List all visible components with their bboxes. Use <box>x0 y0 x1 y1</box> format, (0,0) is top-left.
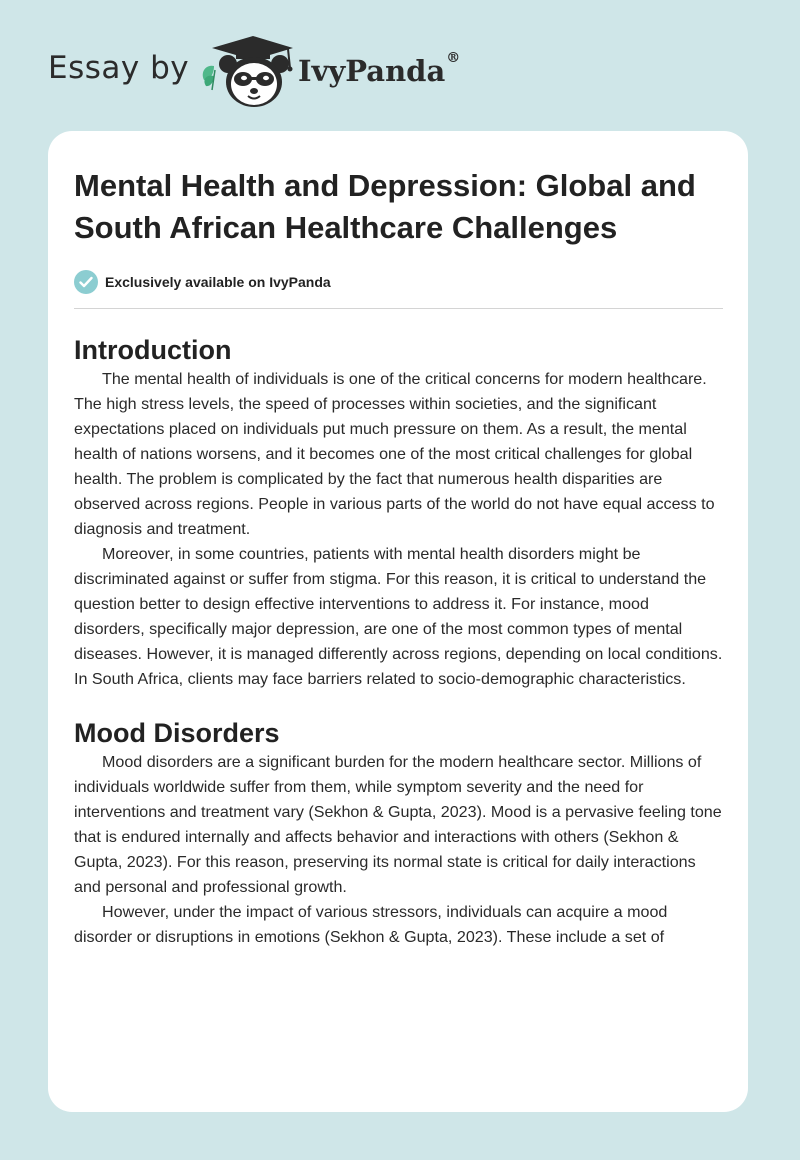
check-circle-icon <box>74 270 98 294</box>
trademark-symbol: ® <box>446 50 461 66</box>
paragraph: The mental health of individuals is one of the critical concerns for modern healthcare. The high stress levels, the speed of processes within societies, and the significant expectations placed on individuals put much pressure on them. As a result, the mental health of nations worsens, and it becomes one of the most critical challenges for global health. The problem is complicated by the fact that numerous health disparities are observed across regions. People in various parts of the world do not have equal access to diagnosis and treatment. <box>74 370 715 538</box>
paragraph: Mood disorders are a significant burden for the modern healthcare sector. Millions of individuals worldwide suffer from them, while symptom severity and the need for interventions and treatment vary (Sekhon & Gupta, 2023). Mood is a pervasive feeling tone that is endured internally and affects behavior and interactions with others (Sekhon & Gupta, 2023). For this reason, preserving its normal state is critical for daily interactions and personal and professional growth. <box>74 753 722 896</box>
site-header <box>48 34 508 114</box>
essay-content <box>74 165 724 950</box>
title-divider <box>74 308 723 309</box>
section-heading-introduction: Introduction <box>74 335 232 365</box>
paragraph: However, under the impact of various stressors, individuals can acquire a mood disorder or disruptions in emotions (Sekhon & Gupta, 2023). These include a set of <box>74 903 668 946</box>
section-heading-mood-disorders: Mood Disorders <box>74 718 280 748</box>
panda-graduate-icon[interactable] <box>198 34 298 110</box>
brand-name[interactable]: IvyPanda® <box>298 50 461 88</box>
brand-prefix: Essay by <box>48 50 190 86</box>
essay-card <box>48 131 748 1112</box>
exclusive-label: Exclusively available on IvyPanda <box>105 274 331 290</box>
essay-title: Mental Health and Depression: Global and South African Healthcare Challenges <box>74 168 696 245</box>
exclusive-badge <box>74 269 724 295</box>
paragraph: Moreover, in some countries, patients with mental health disorders might be discriminated against or suffer from stigma. For this reason, it is critical to understand the question better to design effective interventions to address it. For instance, mood disorders, specifically major depression, are one of the most common types of mental diseases. However, it is managed differently across regions, depending on local conditions. In South Africa, clients may face barriers related to socio-demographic characteristics. <box>74 545 723 688</box>
